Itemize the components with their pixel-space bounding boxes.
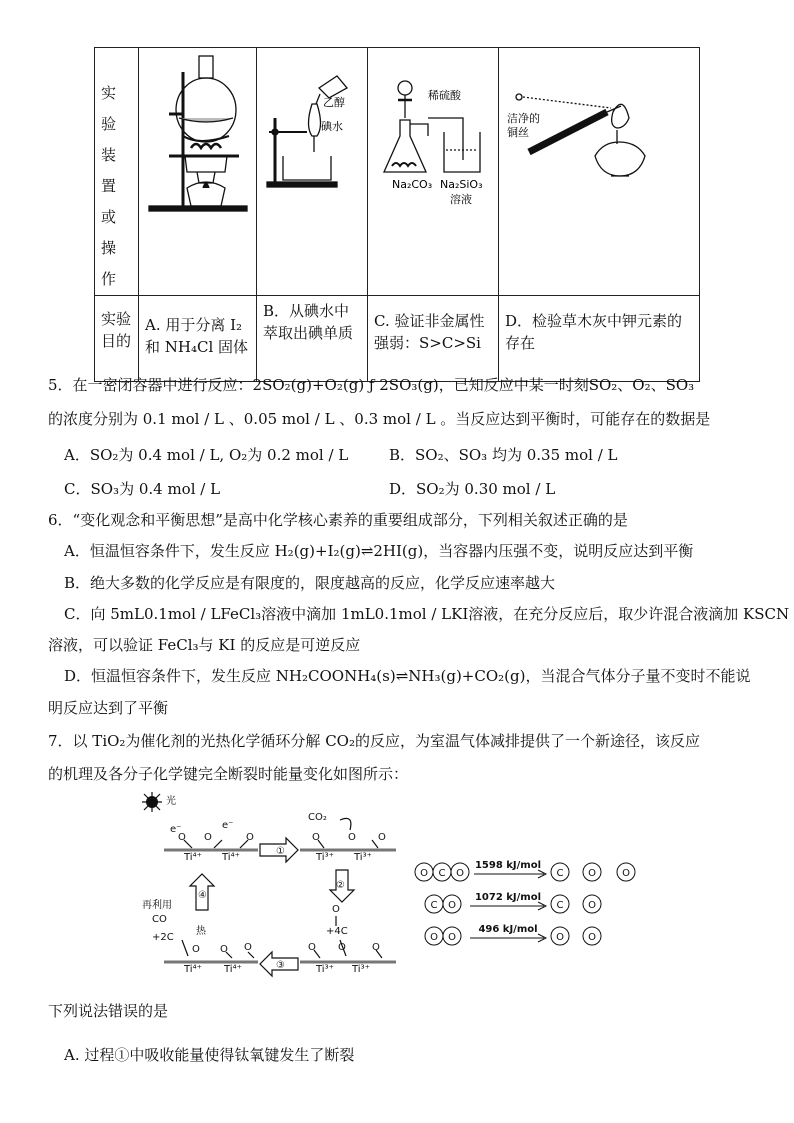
oxygen-1: O: [178, 832, 186, 843]
light-source-icon: [142, 792, 162, 812]
q5-option-c: C．SO₃为 0.4 mol / L: [64, 480, 221, 498]
q6-option-c-line1: C．向 5mL0.1mol / LFeCl₃溶液中滴加 1mL0.1mol / LKI溶液，在充分反应后，取少许混合液滴加 KSCN: [64, 605, 790, 623]
energy-co: 1072 kJ/mol: [474, 892, 542, 903]
step-2-label: ②: [336, 880, 345, 891]
goal-b-text: B．从碘水中萃取出碘单质: [263, 302, 354, 342]
apparatus-b: [257, 48, 368, 296]
ti4-label-1: Ti⁴⁺: [184, 852, 202, 863]
oxygen-11: O: [192, 944, 200, 955]
co2-atom-c: C: [438, 868, 446, 879]
step-4-label: ④: [198, 890, 207, 901]
q5-option-b: B．SO₂、SO₃ 均为 0.35 mol / L: [389, 446, 618, 464]
label-clean: 洁净的: [507, 112, 540, 125]
label-solution: 溶液: [450, 193, 472, 206]
goal-d-text: D．检验草木灰中钾元素的存在: [505, 312, 683, 352]
c-plus2-label: +2C: [152, 932, 174, 943]
oxygen-4: O: [348, 832, 356, 843]
electron-right: e⁻: [222, 820, 234, 831]
co-atom-o: O: [448, 900, 456, 911]
step-1-label: ①: [276, 846, 285, 857]
bond-energy-diagram: [410, 852, 650, 956]
apparatus-c: [368, 48, 499, 296]
ti3-label-3: Ti³⁺: [316, 964, 334, 975]
oxygen-7: O: [332, 904, 340, 915]
ti4-label-4: Ti⁴⁺: [224, 964, 242, 975]
q7-option-a: A. 过程①中吸收能量使得钛氧键发生了断裂: [64, 1046, 355, 1064]
goal-a: [139, 296, 257, 382]
q5-stem-line2: 的浓度分别为 0.1 mol / L 、0.05 mol / L 、0.3 mol / L 。当反应达到平衡时，可能存在的数据是: [48, 410, 711, 428]
o2-atom-1: O: [430, 932, 438, 943]
oxygen-8: O: [338, 942, 346, 953]
goal-c-text: C. 验证非金属性强弱：S>C>Si: [374, 312, 485, 352]
light-label: 光: [166, 796, 176, 807]
label-na2co3: Na₂CO₃: [392, 178, 433, 191]
q7-stem-line1: 7．以 TiO₂为催化剂的光热化学循环分解 CO₂的反应，为室温气体减排提供了一个新途径，该反应: [48, 732, 700, 750]
ti3-label-2: Ti³⁺: [354, 852, 372, 863]
oxygen-9: O: [308, 942, 316, 953]
energy-co2: 1598 kJ/mol: [474, 860, 542, 871]
c-plus4-label: +4C: [326, 926, 348, 937]
q6-option-a: A．恒温恒容条件下，发生反应 H₂(g)+I₂(g)⇌2HI(g)，当容器内压强不变，说明反应达到平衡: [64, 542, 694, 560]
goal-b: [257, 296, 368, 382]
ti3-label-1: Ti³⁺: [316, 852, 334, 863]
co2-atom-o2: O: [456, 868, 464, 879]
oxygen-13: O: [244, 942, 252, 953]
product-o1: O: [588, 868, 596, 879]
oxygen-12: O: [220, 944, 228, 955]
label-iodine-water: 碘水: [321, 120, 343, 133]
q6-option-d-line2: 明反应达到了平衡: [48, 699, 169, 717]
catalytic-cycle-diagram: [140, 790, 402, 980]
oxygen-5: O: [312, 832, 320, 843]
q5-stem-line1: 5．在一密闭容器中进行反应：2SO₂(g)+O₂(g) ƒ 2SO₃(g)，已知反应中某一时刻SO₂、O₂、SO₃: [48, 376, 695, 394]
extraction-apparatus-image: [257, 48, 367, 238]
label-ethanol: 乙醇: [323, 96, 345, 109]
product-c1: C: [556, 868, 564, 879]
apparatus-a: [139, 48, 257, 296]
oxygen-10: O: [372, 942, 380, 953]
co2-atom-o1: O: [420, 868, 428, 879]
q6-option-b: B．绝大多数的化学反应是有限度的，限度越高的反应，化学反应速率越大: [64, 574, 556, 592]
ti4-label-2: Ti⁴⁺: [222, 852, 240, 863]
goal-c: [368, 296, 499, 382]
q6-option-d-line1: D．恒温恒容条件下，发生反应 NH₂COONH₄(s)⇌NH₃(g)+CO₂(g)，当混合气体分子量不变时不能说: [64, 667, 751, 685]
apparatus-d: [499, 48, 700, 296]
oxygen-6: O: [378, 832, 386, 843]
o2-atom-2: O: [448, 932, 456, 943]
product-c2: C: [556, 900, 564, 911]
electron-left: e⁻: [170, 824, 182, 835]
oxygen-2: O: [204, 832, 212, 843]
q7-prompt: 下列说法错误的是: [48, 1002, 169, 1020]
row-header-goal-text: 实验目的: [101, 310, 132, 350]
experiment-table: [94, 47, 700, 382]
product-o5: O: [588, 932, 596, 943]
q6-stem: 6．“变化观念和平衡思想”是高中化学核心素养的重要组成部分，下列相关叙述正确的是: [48, 511, 628, 529]
reuse-label: 再利用: [142, 900, 172, 911]
label-copper-wire: 铜丝: [507, 126, 529, 139]
co2-label: CO₂: [308, 812, 327, 823]
heat-label: 热: [196, 926, 206, 937]
co-label: CO: [152, 914, 167, 925]
ti4-label-3: Ti⁴⁺: [184, 964, 202, 975]
oxygen-3: O: [246, 832, 254, 843]
label-na2sio3: Na₂SiO₃: [440, 178, 483, 191]
flame-test-apparatus-image: [499, 48, 699, 238]
sublimation-apparatus-image: [139, 48, 256, 238]
row-header-setup: [95, 48, 139, 296]
goal-d: [499, 296, 700, 382]
row-header-setup-text: 实验装置或操作: [101, 84, 117, 288]
energy-o2: 496 kJ/mol: [478, 924, 538, 935]
q5-option-d: D．SO₂为 0.30 mol / L: [389, 480, 556, 498]
goal-a-text: A. 用于分离 I₂ 和 NH₄Cl 固体: [145, 316, 249, 356]
q6-option-c-line2: 溶液，可以验证 FeCl₃与 KI 的反应是可逆反应: [48, 636, 361, 654]
label-dilute-acid: 稀硫酸: [428, 89, 461, 102]
product-o3: O: [588, 900, 596, 911]
q7-stem-line2: 的机理及各分子化学键完全断裂时能量变化如图所示：: [48, 765, 409, 783]
product-o2: O: [622, 868, 630, 879]
acid-strength-apparatus-image: [368, 48, 498, 238]
q5-option-a: A．SO₂为 0.4 mol / L, O₂为 0.2 mol / L: [64, 446, 349, 464]
row-header-goal: [95, 296, 139, 382]
ti3-label-4: Ti³⁺: [352, 964, 370, 975]
co-atom-c: C: [430, 900, 438, 911]
step-3-label: ③: [276, 960, 285, 971]
product-o4: O: [556, 932, 564, 943]
